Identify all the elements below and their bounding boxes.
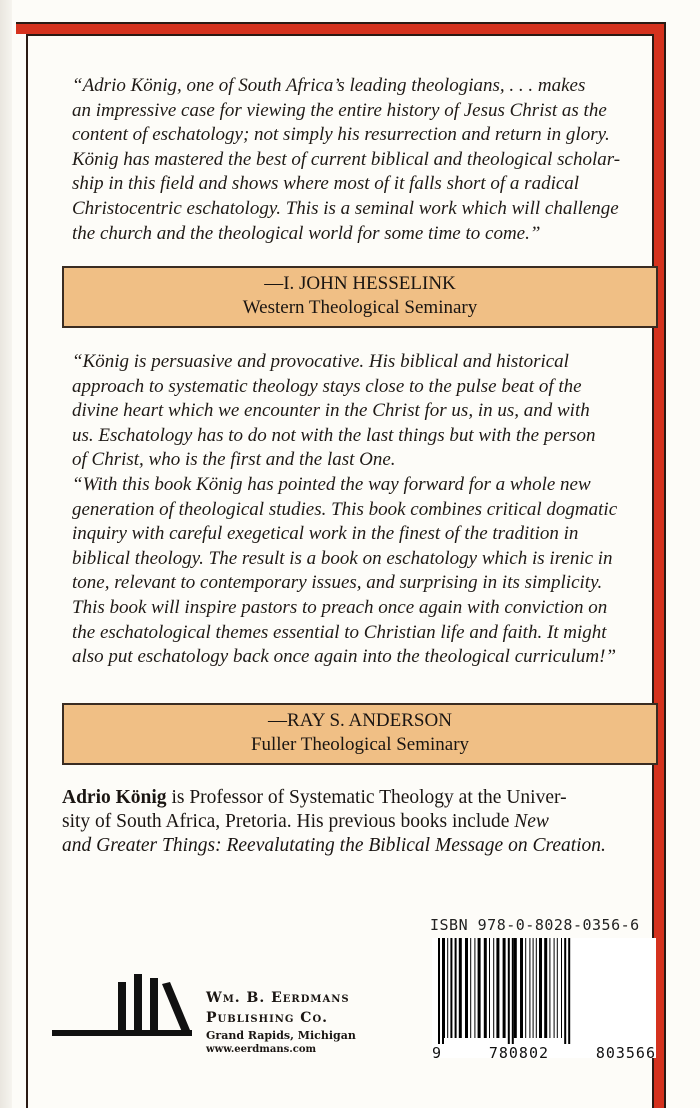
quote-line: tone, relevant to contemporary issues, and surprising in its simplicity.	[72, 572, 603, 594]
attribution-name: —I. JOHN HESSELINK	[264, 273, 456, 294]
publisher-name-2: Publishing Co.	[206, 1010, 329, 1026]
publisher-location: Grand Rapids, Michigan	[206, 1029, 356, 1042]
publisher-name: Wm. B. Eerdmans	[206, 990, 350, 1006]
quote-line: Christocentric eschatology. This is a seminal work which will challenge	[72, 197, 619, 219]
bio-line-2	[62, 810, 658, 834]
quote-line: inquiry with careful exegetical work in the finest of the tradition in	[72, 523, 579, 545]
isbn-label: ISBN 978-0-8028-0356-6	[430, 916, 640, 934]
attribution-box-anderson	[62, 703, 658, 765]
barcode-digit-group: 9	[432, 1044, 443, 1062]
barcode-bars	[432, 938, 656, 1044]
book-title: and Greater Things: Reevalutating the Biblical Message on Creation.	[62, 835, 606, 856]
attribution-box-hesselink	[62, 266, 658, 328]
barcode-digit-group: 780802	[488, 1044, 550, 1062]
publisher-block	[206, 988, 386, 1057]
quote-line: biblical theology. The result is a book on eschatology which is irenic in	[72, 547, 613, 569]
quote-line: the church and the theological world for some time to come.”	[72, 222, 541, 244]
attribution-name: —RAY S. ANDERSON	[268, 710, 452, 731]
author-bio	[62, 786, 658, 858]
endorsement-quote-anderson	[72, 350, 642, 670]
quote-line: content of eschatology; not simply his resurrection and return in glory.	[72, 124, 610, 146]
bio-text: sity of South Africa, Pretoria. His previous books include	[62, 811, 515, 832]
quote-line: generation of theological studies. This book combines critical dogmatic	[72, 498, 618, 520]
bio-text: is Professor of Systematic Theology at the Univer-	[166, 787, 567, 808]
bio-line-3	[62, 834, 658, 858]
book-title: New	[514, 811, 549, 832]
bio-line-1	[62, 786, 658, 810]
quote-line: “König is persuasive and provocative. His biblical and historical	[72, 351, 569, 372]
eerdmans-logo	[52, 960, 192, 1038]
quote-line: an impressive case for viewing the entire history of Jesus Christ as the	[72, 99, 607, 121]
quote-line: us. Eschatology has to do not with the last things but with the person	[72, 424, 596, 446]
quote-line: approach to systematic theology stays close to the pulse beat of the	[72, 375, 582, 397]
publisher-website: www.eerdmans.com	[206, 1044, 317, 1055]
isbn-barcode	[432, 938, 656, 1058]
quote-line: ship in this field and shows where most of it falls short of a radical	[72, 173, 580, 195]
quote-line: This book will inspire pastors to preach once again with conviction on	[72, 596, 608, 618]
cover-left-edge	[0, 0, 12, 1108]
barcode-digits	[432, 1044, 656, 1062]
quote-line: “With this book König has pointed the way forward for a whole new	[72, 473, 591, 495]
author-name: Adrio König	[62, 787, 167, 808]
bookshelf-logo-icon	[52, 960, 192, 1038]
barcode-digit-group: 803566	[595, 1044, 656, 1062]
quote-line: divine heart which we encounter in the Christ for us, in us, and with	[72, 400, 590, 422]
attribution-institution: Western Theological Seminary	[242, 297, 478, 318]
quote-line: “Adrio König, one of South Africa’s leading theologians, . . . makes	[72, 75, 586, 96]
endorsement-quote-hesselink	[72, 74, 642, 246]
quote-line: of Christ, who is the first and the last One.	[72, 449, 396, 471]
quote-line: also put eschatology back once again into the theological curriculum!”	[72, 646, 617, 668]
attribution-institution: Fuller Theological Seminary	[250, 734, 470, 755]
quote-line: König has mastered the best of current biblical and theological scholar-	[72, 148, 621, 170]
quote-line: the eschatological themes essential to Christian life and faith. It might	[72, 621, 607, 643]
